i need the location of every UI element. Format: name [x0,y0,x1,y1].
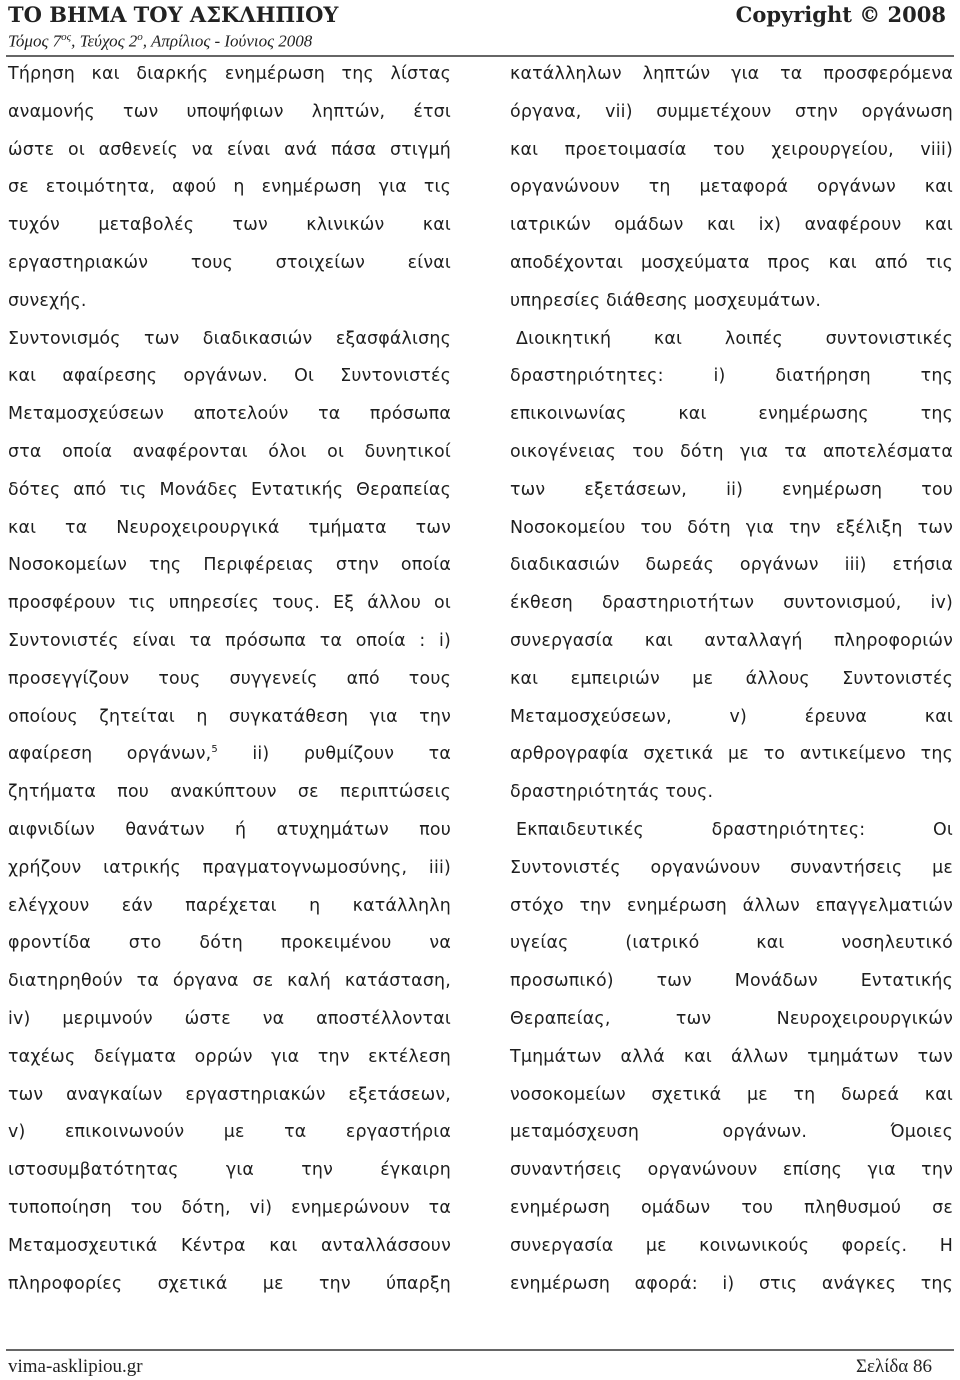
text-line: ενημέρωση ομάδων του πληθυσμού σε [510,1197,953,1218]
text-line: ζητήματα που ανακύπτουν σε περιπτώσεις [8,782,451,803]
text-line: διαδικασιών δωρεάς οργάνων iii) ετήσια [510,555,953,576]
issue-text: , Τεύχος 2 [71,31,138,51]
text-line: Μεταμοσχεύσεων, v) έρευνα και [510,706,953,727]
text-line: οποίους ζητείται η συγκατάθεση για την [8,706,451,727]
text-line: νοσοκομείων σχετικά με τη δωρεά και [510,1084,953,1105]
footnote-ref: 5 [211,744,218,756]
text-line: και τα Νευροχειρουργικά τμήματα των [8,517,451,538]
text-line: κατάλληλων ληπτών για τα προσφερόμενα [510,64,953,84]
text-line: συνεργασία με κοινωνικούς φορείς. Η [510,1235,953,1256]
text-line: υγείας (ιατρικό και νοσηλευτικό [510,933,953,954]
text-line: αρθρογραφία σχετικά με το αντικείμενο της [510,744,953,765]
text-line: Μεταμοσχεύσεων αποτελούν τα πρόσωπα [8,404,451,425]
text-line: δότες από τις Μονάδες Εντατικής Θεραπείας [8,479,451,500]
text-line: αιφνιδίων θανάτων ή ατυχημάτων που [8,819,451,840]
right-text-column [510,56,953,1303]
page-header [8,0,946,56]
text-line: στόχο την ενημέρωση άλλων επαγγελματιών [510,895,953,916]
text-line: αναμονής των υποψήφιων ληπτών, έτσι [8,101,451,122]
text-line: Συντονιστές είναι τα πρόσωπα τα οποία : i) [8,630,451,651]
text-line: των εξετάσεων, ii) ενημέρωση του [510,479,953,500]
issue-info [8,31,312,52]
text-line: συναντήσεις οργανώνουν επίσης για την [510,1160,953,1181]
text-line: αποδέχονται μοσχεύματα προς και από τις [510,252,953,273]
footer-divider [6,1349,954,1351]
period-text: , Απρίλιος - Ιούνιος 2008 [142,31,313,51]
left-text-column [8,56,451,1303]
text-fragment: ii) ρυθμίζουν τα [217,744,451,765]
text-line: οικογένειας του δότη για τα αποτελέσματα [510,441,953,462]
text-line: Μεταμοσχευτικά Κέντρα και ανταλλάσσουν [8,1235,451,1256]
text-line: επικοινωνίας και ενημέρωσης της [510,404,953,425]
text-line: Συντονισμός των διαδικασιών εξασφάλισης [8,328,451,349]
text-line: ώστε οι ασθενείς να είναι ανά πάσα στιγμή [8,139,451,160]
text-line: Θεραπείας, των Νευροχειρουργικών [510,1008,953,1029]
text-line: ιατρικών ομάδων και ix) αναφέρουν και [510,215,953,236]
text-line: όργανα, vii) συμμετέχουν στην οργάνωση [510,101,953,122]
text-line: προσωπικό) των Μονάδων Εντατικής [510,971,953,992]
text-line: δραστηριότητες: i) διατήρηση της [510,366,953,387]
volume-suffix: ος [61,31,72,43]
text-line: μεταμόσχευση οργάνων. Όμοιες [510,1122,953,1143]
text-line: και εμπειριών με άλλους Συντονιστές [510,668,953,689]
volume-text: Τόμος 7 [8,31,62,51]
text-line: υπηρεσίες διάθεσης μοσχευμάτων. [510,290,822,311]
footer-website: vima-asklipiou.gr [8,1356,143,1377]
text-line: Τμημάτων αλλά και άλλων τμημάτων των [510,1046,953,1067]
text-line: φροντίδα στο δότη προκειμένου να [8,933,451,954]
text-line: Νοσοκομείων της Περιφέρειας στην οποία [8,555,451,576]
text-line: και αφαίρεσης οργάνων. Οι Συντονιστές [8,366,451,387]
text-line: Διοικητική και λοιπές συντονιστικές [516,328,953,349]
text-line: ταχέως δείγματα ορρών για την εκτέλεση [8,1046,451,1067]
page-number: Σελίδα 86 [855,1356,932,1377]
text-line: εργαστηριακών τους στοιχείων είναι [8,252,451,273]
text-line: τυποποίηση του δότη, vi) ενημερώνουν τα [8,1197,451,1218]
text-line: στα οποία αναφέρονται όλοι οι δυνητικοί [8,441,451,462]
text-line: v) επικοινωνούν με τα εργαστήρια [8,1122,451,1143]
text-line: ελέγχουν εάν παρέχεται η κατάλληλη [8,895,451,916]
text-line: συνεχής. [8,290,87,311]
text-line: οργανώνουν τη μεταφορά οργάνων και [510,177,953,198]
text-line: δραστηριότητάς τους. [510,782,714,803]
text-line: και προετοιμασία του χειρουργείου, viii) [510,139,953,160]
text-line: τυχόν μεταβολές των κλινικών και [8,215,451,236]
issue-suffix: ο [137,31,143,43]
text-line: προσφέρουν τις υπηρεσίες τους. Εξ άλλου οι [8,593,451,614]
text-line: συνεργασία και ανταλλαγή πληροφοριών [510,630,953,651]
text-line: έκθεση δραστηριοτήτων συντονισμού, iv) [510,593,953,614]
text-line: Συντονιστές οργανώνουν συναντήσεις με [510,857,953,878]
text-fragment: αφαίρεση οργάνων, [8,744,212,765]
text-line: Εκπαιδευτικές δραστηριότητες: Οι [516,819,953,840]
text-line: Τήρηση και διαρκής ενημέρωση της λίστας [8,64,451,84]
text-line: διατηρηθούν τα όργανα σε καλή κατάσταση, [8,971,451,992]
text-line: iv) μεριμνούν ώστε να αποστέλλονται [8,1008,451,1029]
text-line: ενημέρωση αφορά: i) στις ανάγκες της [510,1273,953,1294]
text-line: Νοσοκομείου του δότη για την εξέλιξη των [510,517,953,538]
text-line: προσεγγίζουν τους συγγενείς από τους [8,668,451,689]
copyright-notice: Copyright © 2008 [735,2,946,27]
journal-title: ΤΟ ΒΗΜΑ ΤΟΥ ΑΣΚΛΗΠΙΟΥ [8,2,339,27]
text-line-with-footnote [8,736,451,774]
text-line: σε ετοιμότητα, αφού η ενημέρωση για τις [8,177,451,198]
text-line: των αναγκαίων εργαστηριακών εξετάσεων, [8,1084,451,1105]
text-line: ιστοσυμβατότητας για την έγκαιρη [8,1160,451,1181]
text-line: χρήζουν ιατρικής πραγματογνωμοσύνης, iii) [8,857,451,878]
text-line: πληροφορίες σχετικά με την ύπαρξη [8,1273,451,1294]
